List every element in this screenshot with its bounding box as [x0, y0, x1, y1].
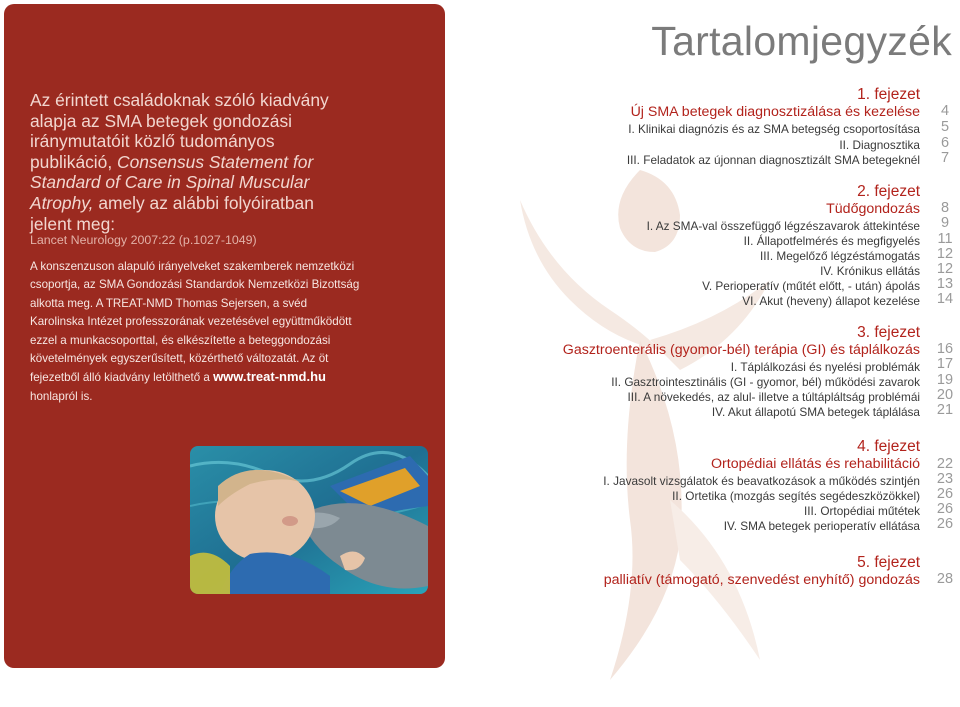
chapter-4-heading[interactable]: 4. fejezet: [857, 438, 920, 455]
intro-part1: Az érintett családoknak szóló kiadvány alapja az SMA betegek gondozási iránymutatóit közlő tudományos publikáció,: [30, 90, 329, 172]
toc-item-page: 13: [936, 276, 954, 292]
toc-item[interactable]: V. Perioperatív (műtét előtt, - után) ápolás: [702, 279, 920, 293]
chapter-5-title[interactable]: palliatív (támogató, szenvedést enyhítő) gondozás: [603, 572, 920, 588]
chapter-1-heading[interactable]: 1. fejezet: [857, 86, 920, 103]
toc-item-page: 9: [940, 215, 950, 231]
chapter-1-page: 4: [940, 103, 950, 119]
website-link[interactable]: www.treat-nmd.hu: [213, 369, 326, 385]
chapter-3-page: 16: [936, 341, 954, 357]
toc-item[interactable]: IV. Akut állapotú SMA betegek táplálása: [711, 405, 920, 419]
toc-item-page: 11: [937, 231, 953, 247]
toc-item-page: 21: [936, 402, 954, 418]
chapter-1-title[interactable]: Új SMA betegek diagnosztizálása és kezelése: [630, 104, 920, 120]
toc-item-page: 19: [936, 372, 954, 388]
chapter-5-page: 28: [936, 571, 954, 587]
toc-item-page: 7: [940, 150, 950, 166]
toc-item-page: 5: [940, 119, 950, 135]
toc-item-page: 12: [936, 261, 954, 277]
toc-item[interactable]: IV. SMA betegek perioperatív ellátása: [723, 519, 920, 533]
toc-item[interactable]: II. Ortetika (mozgás segítés segédeszközökkel): [672, 489, 920, 503]
toc-item-page: 12: [936, 246, 954, 262]
toc-item-page: 26: [936, 501, 954, 517]
page-title: Tartalomjegyzék: [651, 18, 952, 64]
toc-item[interactable]: III. Megelőző légzéstámogatás: [759, 249, 920, 263]
journal-citation: Lancet Neurology 2007:22 (p.1027-1049): [30, 233, 257, 247]
description-suffix: honlapról is.: [30, 389, 93, 403]
description-text: [30, 258, 360, 406]
toc-item[interactable]: II. Állapotfelmérés és megfigyelés: [743, 234, 920, 248]
toc-item[interactable]: I. Javasolt vizsgálatok és beavatkozások a működés szintjén: [603, 474, 920, 488]
toc-item-page: 23: [936, 471, 954, 487]
toc-item-page: 20: [936, 387, 954, 403]
toc-item-page: 17: [936, 356, 954, 372]
toc-item-page: 6: [940, 135, 950, 151]
toc-item[interactable]: II. Diagnosztika: [839, 138, 920, 152]
chapter-2-title[interactable]: Tüdőgondozás: [826, 201, 920, 217]
chapter-3-title[interactable]: Gasztroenterális (gyomor-bél) terápia (GI) és táplálkozás: [562, 342, 920, 358]
toc-item[interactable]: I. Táplálkozási és nyelési problémák: [730, 360, 920, 374]
toc-item-page: 14: [936, 291, 954, 307]
toc-item[interactable]: III. Feladatok az újonnan diagnosztizált SMA betegeknél: [626, 153, 920, 167]
toc-item[interactable]: IV. Krónikus ellátás: [820, 264, 920, 278]
toc-item[interactable]: III. A növekedés, az alul- illetve a túltápláltság problémái: [627, 390, 920, 404]
intro-part2: amely az alábbi folyóiratban jelent meg:: [30, 192, 314, 234]
toc-item[interactable]: I. Klinikai diagnózis és az SMA betegség csoportosítása: [628, 122, 920, 136]
chapter-2-heading[interactable]: 2. fejezet: [857, 183, 920, 200]
intro-italic-title: Consensus Statement for Standard of Care in Spinal Muscular Atrophy,: [30, 151, 314, 213]
child-dolphin-photo: [190, 446, 428, 594]
chapter-2-page: 8: [940, 200, 950, 216]
toc-item[interactable]: VI. Akut (heveny) állapot kezelése: [742, 294, 920, 308]
intro-text: [30, 90, 350, 234]
chapter-5-heading[interactable]: 5. fejezet: [857, 554, 920, 571]
chapter-3-heading[interactable]: 3. fejezet: [857, 324, 920, 341]
description-body: A konszenzuson alapuló irányelveket szakemberek nemzetközi csoportja, az SMA Gondozási Standardok Nemzetközi Bizottság alkotta meg. A TREAT-NMD Thomas Sejersen, a svéd Karolinska Intézet professzorának vezetésével együttműködött ezzel a munkacsoporttal, és elkészítette a beteggondozási követelmények egyszerűsített, közérthető változatát. Az öt fejezetből álló kiadvány letölthető a: [30, 260, 360, 385]
toc-item[interactable]: II. Gasztrointesztinális (GI - gyomor, bél) működési zavarok: [611, 375, 920, 389]
chapter-4-title[interactable]: Ortopédiai ellátás és rehabilitáció: [711, 456, 920, 472]
toc-item[interactable]: III. Ortopédiai műtétek: [803, 504, 920, 518]
toc-item-page: 26: [936, 486, 954, 502]
toc-item[interactable]: I. Az SMA-val összefüggő légzészavarok áttekintése: [646, 219, 920, 233]
toc-item-page: 26: [936, 516, 954, 532]
chapter-4-page: 22: [936, 456, 954, 472]
table-of-contents: [520, 0, 960, 707]
